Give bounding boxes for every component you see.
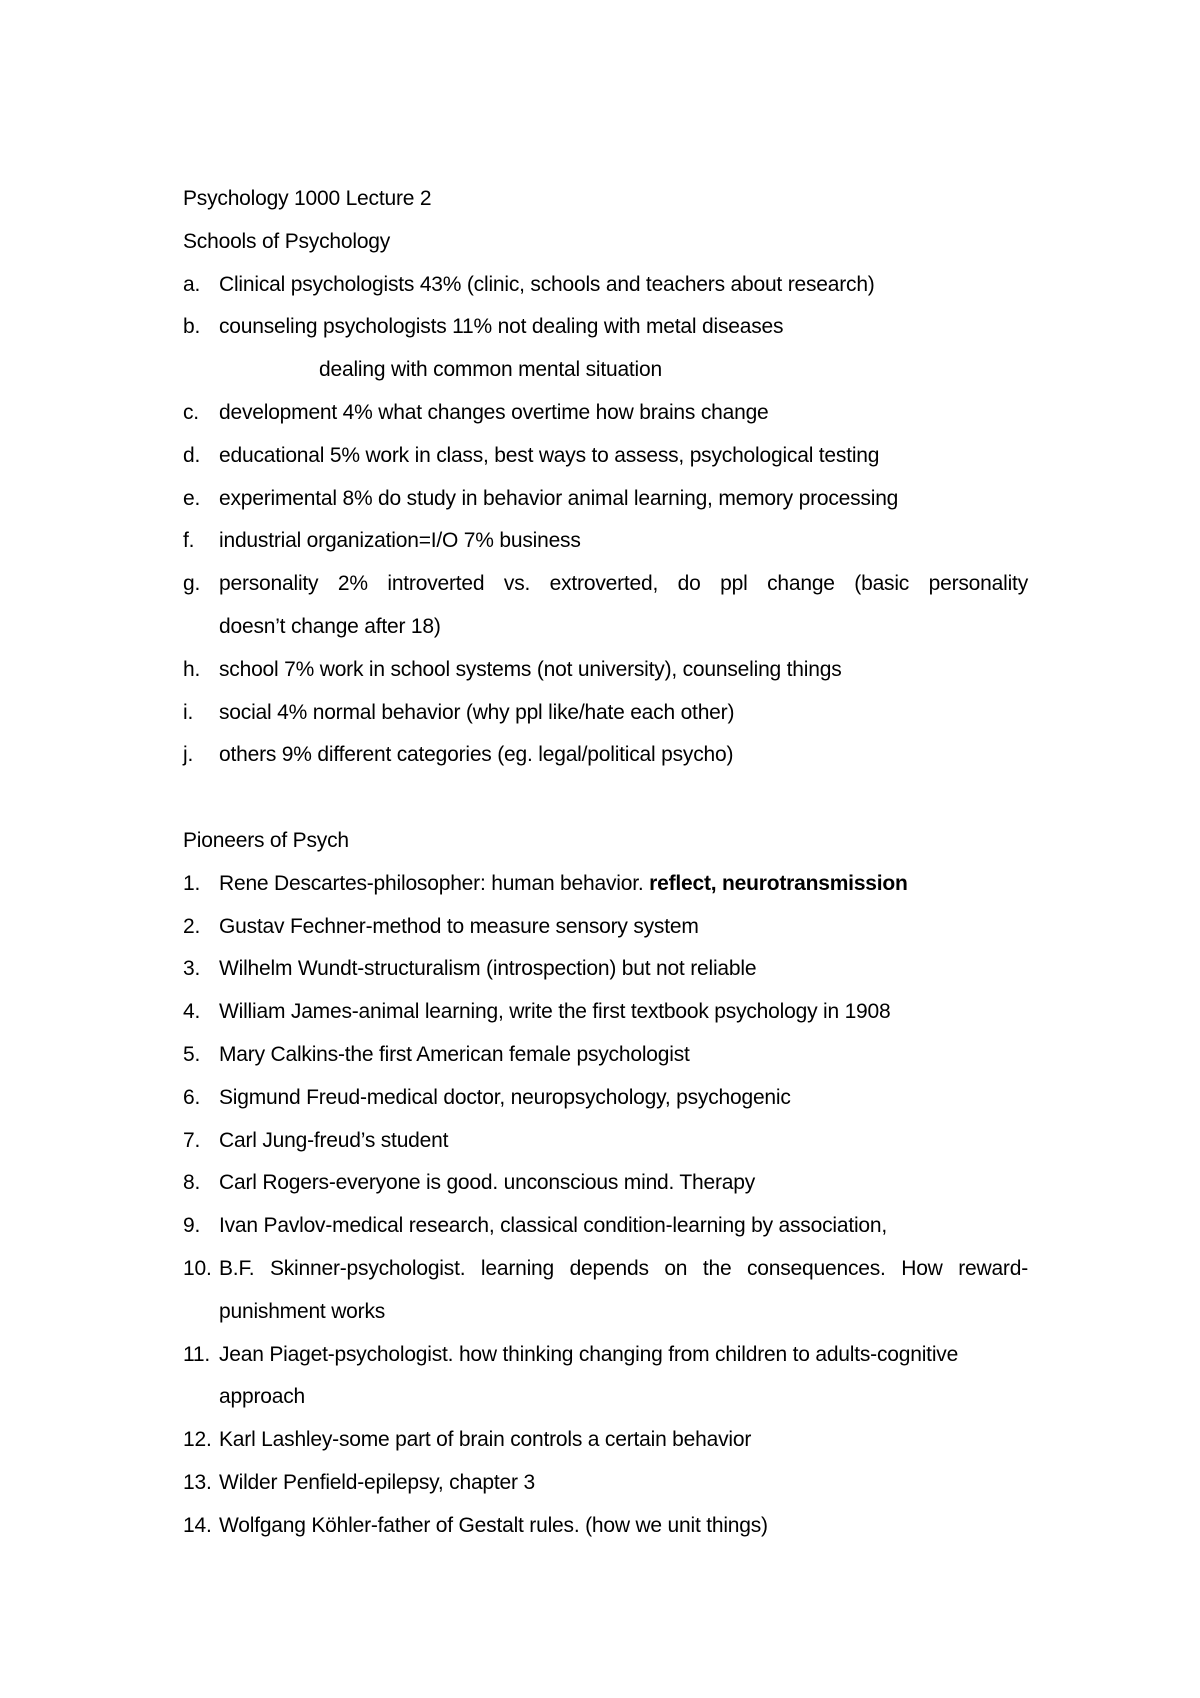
list-item xyxy=(183,1248,1028,1291)
list-text: Jean Piaget-psychologist. how thinking changing from children to adults-cognitive xyxy=(219,1342,959,1366)
list-item xyxy=(183,392,1028,435)
document-title: Psychology 1000 Lecture 2 xyxy=(183,187,432,210)
list-marker: 2. xyxy=(183,914,201,938)
list-continuation: approach xyxy=(219,1385,305,1409)
list-item xyxy=(183,1205,1028,1248)
list-marker: c. xyxy=(183,400,199,424)
list-marker: 4. xyxy=(183,1000,201,1024)
list-text: Gustav Fechner-method to measure sensory system xyxy=(219,914,699,938)
list-text: Karl Lashley-some part of brain controls a certain behavior xyxy=(219,1428,752,1452)
list-marker: 1. xyxy=(183,871,201,895)
list-marker: i. xyxy=(183,700,194,724)
list-marker: 13. xyxy=(183,1470,212,1494)
list-marker: 5. xyxy=(183,1042,201,1066)
list-item xyxy=(183,906,1028,949)
list-marker: 10. xyxy=(183,1256,212,1280)
list-item xyxy=(183,1077,1028,1120)
list-item xyxy=(183,991,1028,1034)
list-continuation: doesn’t change after 18) xyxy=(219,614,441,638)
list-item xyxy=(183,1334,1028,1377)
list-item xyxy=(183,1034,1028,1077)
list-text: B.F. Skinner-psychologist. learning depends on the consequences. How reward- xyxy=(219,1256,1028,1280)
list-text-bold: reflect, neurotransmission xyxy=(649,871,908,895)
list-text: school 7% work in school systems (not university), counseling things xyxy=(219,657,842,681)
list-text: Carl Jung-freud’s student xyxy=(219,1128,449,1152)
list-text-plain: Rene Descartes-philosopher: human behavior. xyxy=(219,871,650,895)
list-item xyxy=(183,863,1028,906)
list-text: counseling psychologists 11% not dealing with metal diseases xyxy=(219,315,784,339)
list-text: Sigmund Freud-medical doctor, neuropsychology, psychogenic xyxy=(219,1085,791,1109)
list-text: educational 5% work in class, best ways to assess, psychological testing xyxy=(219,443,880,467)
list-item xyxy=(183,948,1028,991)
list-text: social 4% normal behavior (why ppl like/hate each other) xyxy=(219,700,735,724)
list-subline: dealing with common mental situation xyxy=(319,358,662,382)
list-text: Wolfgang Köhler-father of Gestalt rules. (how we unit things) xyxy=(219,1513,768,1537)
list-marker: 9. xyxy=(183,1214,201,1238)
list-text: development 4% what changes overtime how brains change xyxy=(219,400,769,424)
list-item xyxy=(183,1419,1028,1462)
list-marker: g. xyxy=(183,572,201,596)
list-marker: 11. xyxy=(183,1342,211,1366)
document-page xyxy=(183,178,1028,1548)
list-marker: a. xyxy=(183,272,201,296)
list-text xyxy=(219,863,1028,906)
list-text: industrial organization=I/O 7% business xyxy=(219,529,581,553)
list-item xyxy=(183,435,1028,478)
list-text: Carl Rogers-everyone is good. unconscious mind. Therapy xyxy=(219,1171,756,1195)
blank-line xyxy=(183,777,1028,820)
list-item xyxy=(183,1462,1028,1505)
list-item xyxy=(183,1120,1028,1163)
schools-heading: Schools of Psychology xyxy=(183,229,391,253)
list-marker: 14. xyxy=(183,1513,212,1537)
list-item xyxy=(183,692,1028,735)
list-marker: f. xyxy=(183,529,195,553)
list-marker: b. xyxy=(183,315,201,339)
list-marker: 3. xyxy=(183,957,201,981)
list-marker: e. xyxy=(183,486,201,510)
pioneers-heading: Pioneers of Psych xyxy=(183,828,349,852)
list-marker: 6. xyxy=(183,1085,201,1109)
list-text: Wilhelm Wundt-structuralism (introspection) but not reliable xyxy=(219,957,757,981)
list-text: personality 2% introverted vs. extroverted, do ppl change (basic personality xyxy=(219,572,1028,596)
list-marker: 8. xyxy=(183,1171,201,1195)
list-item xyxy=(183,306,1028,349)
list-text: Mary Calkins-the first American female psychologist xyxy=(219,1042,690,1066)
list-marker: d. xyxy=(183,443,201,467)
list-item xyxy=(183,478,1028,521)
list-item xyxy=(183,1162,1028,1205)
list-marker: j. xyxy=(183,743,194,767)
list-item xyxy=(183,264,1028,307)
list-text: others 9% different categories (eg. legal/political psycho) xyxy=(219,743,734,767)
list-marker: 12. xyxy=(183,1428,212,1452)
list-item xyxy=(183,1505,1028,1548)
list-marker: h. xyxy=(183,657,201,681)
list-text: Ivan Pavlov-medical research, classical condition-learning by association, xyxy=(219,1214,888,1238)
list-item xyxy=(183,520,1028,563)
list-text: Wilder Penfield-epilepsy, chapter 3 xyxy=(219,1470,535,1494)
list-continuation: punishment works xyxy=(219,1299,386,1323)
list-text: William James-animal learning, write the first textbook psychology in 1908 xyxy=(219,1000,891,1024)
list-text: Clinical psychologists 43% (clinic, schools and teachers about research) xyxy=(219,272,875,296)
list-item xyxy=(183,649,1028,692)
list-item xyxy=(183,563,1028,606)
list-marker: 7. xyxy=(183,1128,201,1152)
list-item xyxy=(183,734,1028,777)
list-text: experimental 8% do study in behavior animal learning, memory processing xyxy=(219,486,899,510)
